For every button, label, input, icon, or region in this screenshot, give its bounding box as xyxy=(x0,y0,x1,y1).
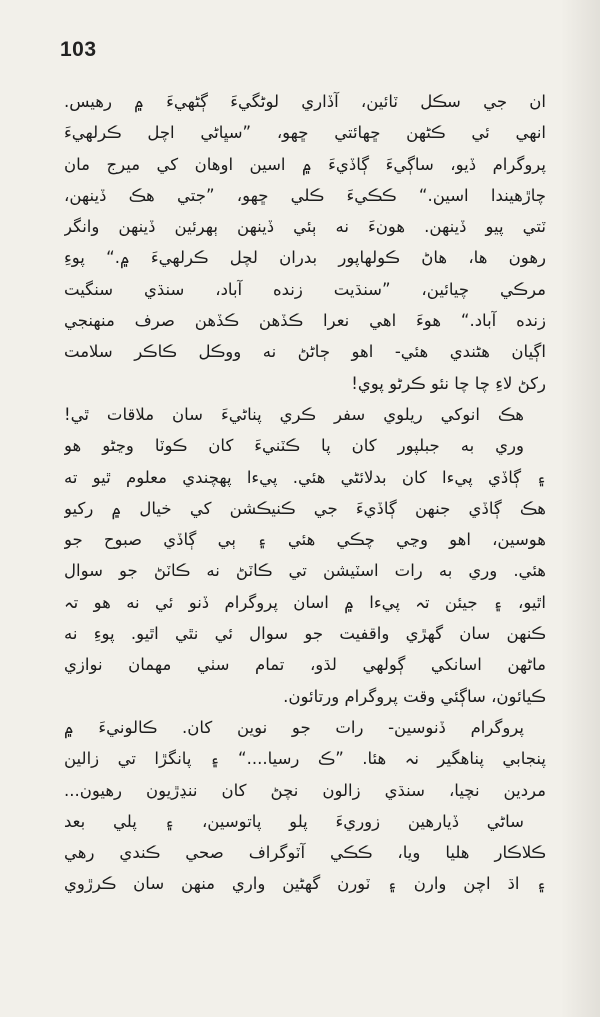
text-line: پنجابي پناهگير نہ هئا. ”ڪ رسيا....“ ۽ پانگڙا تي زالين xyxy=(64,749,546,769)
page-body-text xyxy=(64,86,546,900)
text-line: ۽ اڌ اچن وارن ۽ ٽورن گهڻين واري منهن سان ڪرڙوي xyxy=(64,874,546,894)
text-line: هڪ ڳاڏي جنهن ڳاڏيءَ جي ڪنيڪشن کي خيال ۾ رکيو xyxy=(64,498,546,518)
text-line: اڳيان هڻندي هئي- اهو ڄاڻڻ نه ووڪل ڪاڪر سلامت xyxy=(64,342,546,362)
text-line: پروگرام ڏيو، ساڳيءَ ڳاڏيءَ ۾ اسين اوهان کي ميرج مان xyxy=(64,154,546,174)
text-line: مردين نچيا، سنڌي زالون نچڻ کان ننڍڙيون رهيون... xyxy=(64,780,546,800)
page-edge-shadow xyxy=(560,0,600,1017)
paragraph-start-line: پروگرام ڏنوسين- رات جو نوين کان. ڪالونيءَ ۾ xyxy=(64,717,524,737)
paragraph-start-line: هڪ انوکي ريلوي سفر ڪري پناڻيءَ سان ملاقات ٿي! xyxy=(64,404,524,424)
text-line: ماڻهن اسانکي ڳولهي لڌو، تمام سٺي مهمان نوازي xyxy=(64,655,546,675)
text-line: ۽ ڳاڏي پيءا کان بدلائڻي هئي. پيءا پهچندي معلوم ٿيو ته xyxy=(64,467,546,487)
text-line: هئي. وري به رات اسٽيشن تي ڪاٽڻ نه ڪاٽڻ جو سوال xyxy=(64,561,546,581)
text-line: ڪنهن سان گهڙي واقفيت جو سوال ئي نٿي اٿيو. پوءِ نه xyxy=(64,624,546,644)
text-line: زنده آباد.“ هوءَ اهي نعرا ڪڏهن ڪڏهن صرف منهنجي xyxy=(64,311,546,331)
text-line: ڪلاڪار هليا ويا، ڪڪي آٽوگراف صحي ڪندي رهي xyxy=(64,843,546,863)
text-line: ان جي سڪل ٽائين، آڏاري لوڻگيءَ ڳڻهيءَ ۾ رهيس. xyxy=(64,92,546,111)
text-line: مرڪي چيائين، ”سنڌيت زنده آباد، سنڌي سنگيت xyxy=(64,279,546,299)
text-line: ٽتي پيو ڏينهن. هونءَ نه ٻئي ڏينهن ٻهرئين ڏينهن وانگر xyxy=(64,217,546,237)
page-number: 103 xyxy=(60,38,97,61)
text-line: رهون ها، هاڻ ڪولهاپور بدران لچل ڪرلهيءَ ۾.“ پوءِ xyxy=(64,248,546,268)
text-line: چاڙهيندا اسين.“ ڪڪيءَ ڪلي ڇهو، ”جتي هڪ ڏينهن، xyxy=(64,185,546,205)
paragraph-start-line: ساڻي ڏيارهين زوريءَ پلو پاتوسين، ۽ پلي بعد xyxy=(64,811,524,831)
text-line: هوسين، اهو وڃي چڪي هئي ۽ ٻي ڳاڏي صبوح جو xyxy=(64,530,546,550)
paragraph-end-line: ڪيائون، ساڳئي وقت پروگرام ورتائون. xyxy=(283,686,546,706)
text-line: انهي ئي ڪڻهن ڇهائتي ڇهو، ”سڀاڻي اچل ڪرلهيءَ xyxy=(64,123,546,143)
paragraph-end-line: رکڻ لاءِ چا چا نئو ڪرڻو پوي! xyxy=(351,373,546,393)
paragraph-start-line: وري به جبلپور کان پا ڪٽنيءَ کان ڪوٽا وڃڻو هو xyxy=(64,436,524,456)
text-line: اٿيو، ۽ جيئن تہ پيءا ۾ اسان پروگرام ڏنو ئي نه هو تہ xyxy=(64,592,546,612)
